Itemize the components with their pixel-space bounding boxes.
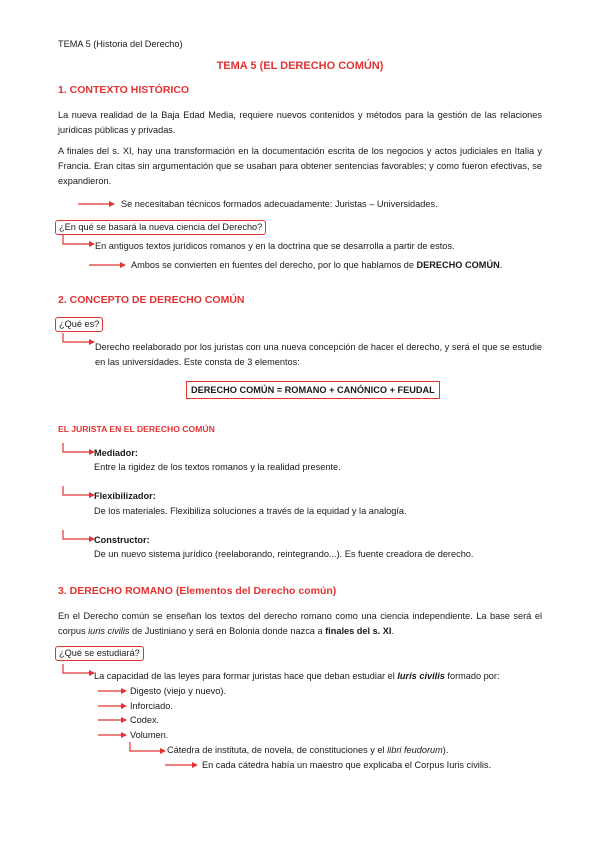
item-digesto: Digesto (viejo y nuevo).	[130, 686, 227, 696]
answer-capacidad-leyes: La capacidad de las leyes para formar juristas hace que deban estudiar el Iuris civilis formado por:	[94, 671, 500, 681]
role-flexibilizador-title: Flexibilizador:	[94, 491, 156, 501]
section-1-paragraph-2: A finales del s. XI, hay una transformación en la documentación escrita de los negocios y actos judiciales en Italia y Francia. Eran citas sin argumentación que se usaban para obtener sentencias favorables; y como fueron efectivas, se expandieron.	[58, 146, 542, 186]
section-1-heading: 1. CONTEXTO HISTÓRICO	[58, 84, 190, 96]
answer-derecho-reelaborado: Derecho reelaborado por los juristas con una nueva concepción de hacer el derecho, y será el que se estudie en las universidades. Este consta de 3 elementos:	[95, 342, 542, 367]
question-box-estudiara: ¿Qué se estudiará?	[55, 646, 144, 661]
page-header: TEMA 5 (Historia del Derecho)	[58, 39, 183, 49]
role-constructor-desc: De un nuevo sistema jurídico (reelaborando, reintegrando...). Es fuente creadora de derecho.	[94, 549, 474, 559]
arrow-corner-icon	[62, 443, 96, 457]
role-constructor-title: Constructor:	[94, 535, 150, 545]
arrow-right-icon	[98, 686, 128, 696]
arrow-right-icon	[98, 730, 128, 740]
role-mediador-title: Mediador:	[94, 448, 138, 458]
section-3-heading: 3. DERECHO ROMANO (Elementos del Derecho común)	[58, 585, 337, 597]
item-inforciado: Inforciado.	[130, 701, 173, 711]
arrow-corner-icon	[62, 530, 96, 544]
answer-textos-romanos: En antiguos textos jurídicos romanos y en la doctrina que se desarrolla a partir de estos.	[95, 241, 455, 251]
formula-box: DERECHO COMÚN = ROMANO + CANÓNICO + FEUDAL	[186, 381, 440, 399]
arrow-right-icon	[78, 199, 116, 209]
question-box-ciencia: ¿En qué se basará la nueva ciencia del Derecho?	[55, 220, 266, 235]
item-codex: Codex.	[130, 715, 160, 725]
question-box-que-es: ¿Qué es?	[55, 317, 103, 332]
page-title: TEMA 5 (EL DERECHO COMÚN)	[216, 60, 384, 72]
arrow-corner-icon	[62, 664, 96, 678]
section-3-paragraph: En el Derecho común se enseñan los textos del derecho romano como una ciencia independiente. La base será el corpus iuris civilis de Justiniano y será en Bolonia donde nazca a finales del s. XI.	[58, 611, 542, 636]
role-flexibilizador-desc: De los materiales. Flexibiliza soluciones a través de la equidad y la analogía.	[94, 506, 407, 516]
jurista-subheading: EL JURISTA EN EL DERECHO COMÚN	[58, 424, 215, 434]
arrow-right-icon	[98, 715, 128, 725]
arrow-corner-icon	[62, 235, 96, 249]
arrow-right-icon	[98, 701, 128, 711]
sub-maestro: En cada cátedra había un maestro que explicaba el Corpus Iuris civilis.	[202, 760, 492, 770]
arrow-corner-icon	[129, 742, 167, 756]
section-2-heading: 2. CONCEPTO DE DERECHO COMÚN	[58, 294, 245, 306]
sub-catedra: Cátedra de instituta, de novela, de constituciones y el libri feudorum).	[167, 745, 449, 755]
arrow-right-icon	[165, 760, 199, 770]
answer-fuentes-derecho: Ambos se convierten en fuentes del derecho, por lo que hablamos de DERECHO COMÚN.	[131, 260, 503, 270]
section-1-paragraph-1: La nueva realidad de la Baja Edad Media, requiere nuevos contenidos y métodos para la gestión de las relaciones jurídicas públicas y privadas.	[58, 110, 542, 135]
item-volumen: Volumen.	[130, 730, 169, 740]
arrow-corner-icon	[62, 486, 96, 500]
bullet-juristas: Se necesitaban técnicos formados adecuadamente: Juristas – Universidades.	[121, 199, 438, 209]
arrow-corner-icon	[62, 333, 96, 347]
arrow-right-icon	[89, 260, 127, 270]
role-mediador-desc: Entre la rigidez de los textos romanos y la realidad presente.	[94, 462, 341, 472]
